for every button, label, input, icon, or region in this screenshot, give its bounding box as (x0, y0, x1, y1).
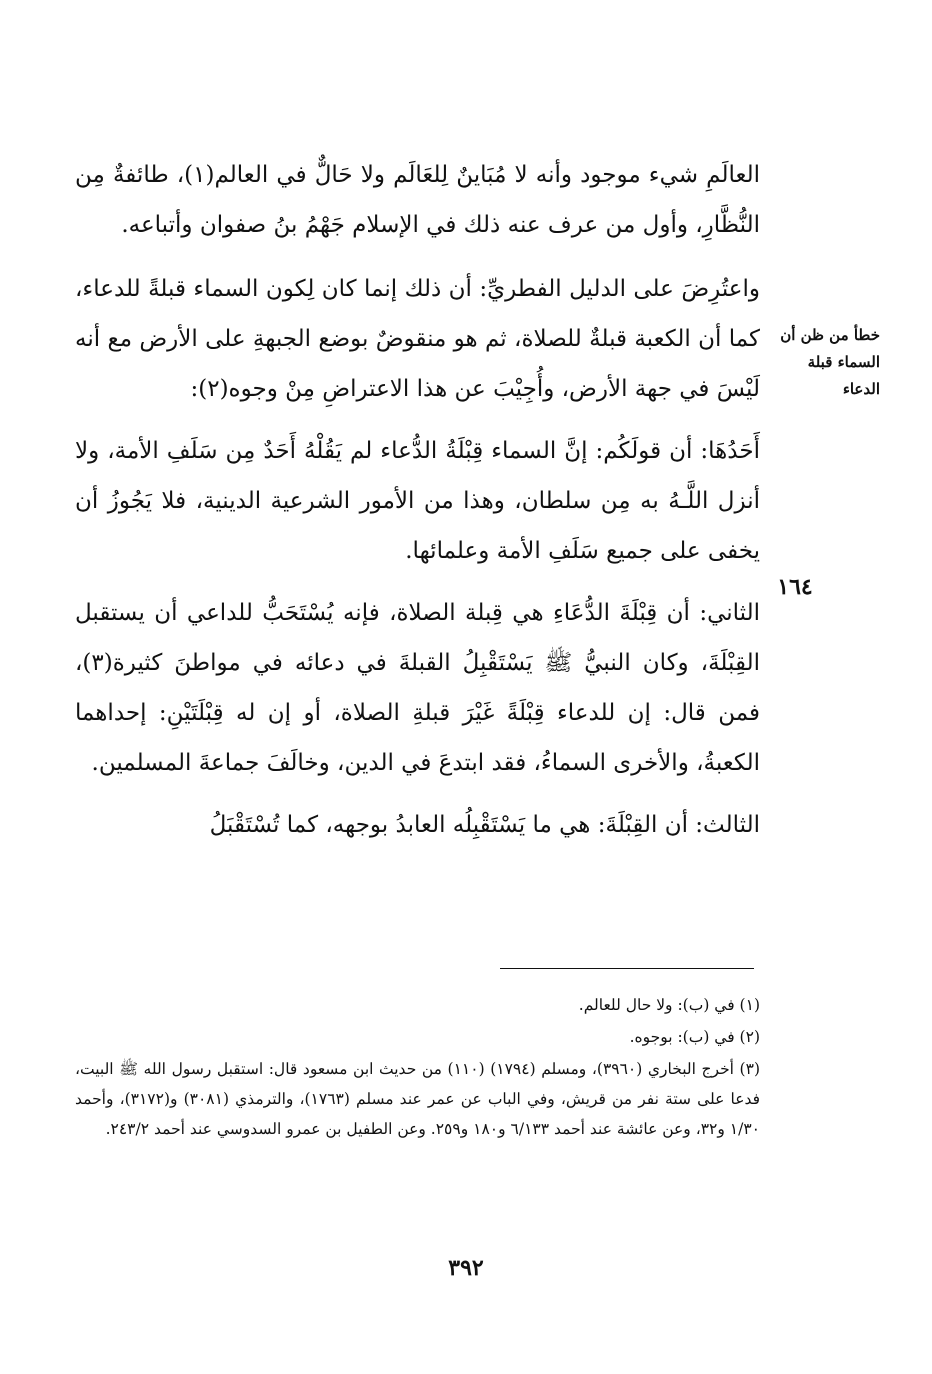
paragraph: العالَمِ شيء موجود وأنه لا مُبَاينٌ لِلعَالَم ولا حَالٌّ في العالم(١)، طائفةٌ مِن النُّظَّارِ، وأول من عرف عنه ذلك في الإسلام جَهْمُ بنُ صفوان وأتباعه. (75, 162, 760, 238)
paragraph: واعتُرِضَ على الدليل الفطريِّ: أن ذلك إنما كان لِكون السماء قبلةً للدعاء، كما أن الكعبة قبلةٌ للصلاة، ثم هو منقوضٌ بوضع الجبهةِ على الأرض مع أنه لَيْسَ في جهة الأرض، وأُجِيْبَ عن هذا الاعتراضِ مِنْ وجوه(٢): (75, 276, 760, 402)
footnote: (٣) أخرج البخاري (٣٩٦٠)، ومسلم (١٧٩٤) (١١٠) من حديث ابن مسعود قال: استقبل رسول الله ﷺ البيت، فدعا على ستة نفر من قريش، وفي الباب عن عمر عند مسلم (١٧٦٣)، والترمذي (٣٠٨١) و(٣١٧٢)، وأحمد ١/٣٠ و٣٢، وعن عائشة عند أحمد ٦/١٣٣ و١٨٠ و٢٥٩. وعن الطفيل بن عمرو السدوسي عند أحمد ٢٤٣/٢. (75, 1060, 761, 1138)
paragraph: أَحَدُهَا: أن قولَكُم: إنَّ السماء قِبْلَةُ الدُّعاء لم يَقُلْهُ أَحَدٌ مِن سَلَفِ الأمة، ولا أنزل اللَّـهُ به مِن سلطان، وهذا من الأمور الشرعية الدينية، فلا يَجُوزُ أن يخفى على جميع سَلَفِ الأمة وعلمائها. (75, 438, 760, 564)
footnote: (٢) في (ب): بوجوه. (629, 1028, 760, 1046)
main-text (75, 150, 760, 862)
footnote-divider (500, 968, 754, 969)
footnote: (١) في (ب): ولا حال للعالم. (578, 996, 760, 1014)
page-number: ٣٩٢ (448, 1255, 484, 1281)
paragraph: الثالث: أن القِبْلَةَ: هي ما يَسْتَقْبِلُه العابدُ بوجهه، كما تُسْتَقْبَلُ (209, 812, 760, 838)
paragraph: الثاني: أن قِبْلَةَ الدُّعَاءِ هي قِبلة الصلاة، فإنه يُسْتَحَبُّ للداعي أن يستقبل القِبْلَةَ، وكان النبيُّ ﷺ يَسْتَقْبِلُ القبلةَ في دعائه في مواطنَ كثيرة(٣)، فمن قال: إن للدعاء قِبْلَةً غَيْرَ قبلةِ الصلاة، أو إن له قِبْلَتَيْنِ: إحداهما الكعبةُ، والأخرى السماءُ، فقد ابتدعَ في الدين، وخالَفَ جماعةَ المسلمين. (75, 600, 760, 776)
section-number: ١٦٤ (777, 574, 813, 600)
margin-heading: خطأ من ظن أن السماء قبلة الدعاء (780, 326, 880, 398)
footnotes (75, 990, 760, 1146)
